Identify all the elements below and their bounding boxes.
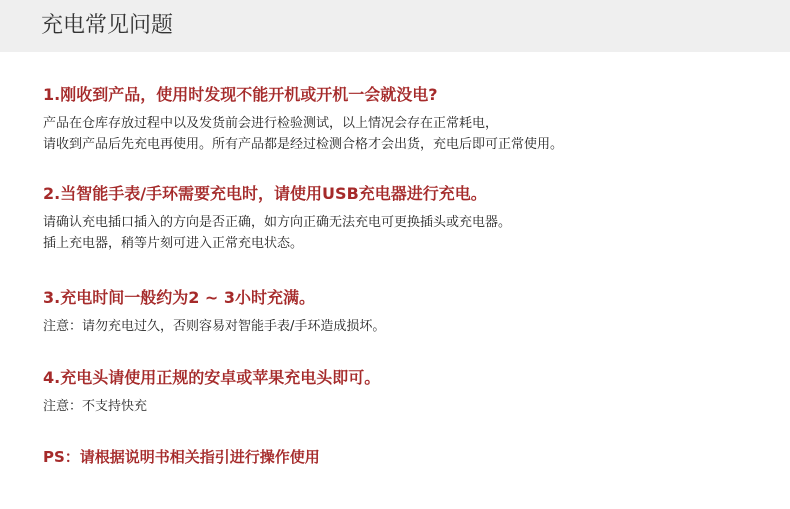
faq-question: 3.充电时间一般约为2 ~ 3小时充满。 — [43, 288, 316, 307]
faq-answer-line: 产品在仓库存放过程中以及发货前会进行检验测试，以上情况会存在正常耗电， — [43, 116, 499, 131]
faq-answer-line: 注意：请勿充电过久，否则容易对智能手表/手环造成损坏。 — [43, 319, 386, 334]
faq-answer — [43, 316, 763, 337]
faq-answer — [43, 212, 763, 254]
header-bar — [0, 0, 790, 52]
faq-answer-line: 请确认充电插口插入的方向是否正确，如方向正确无法充电可更换插头或充电器。 — [43, 215, 512, 230]
ps-note: PS：请根据说明书相关指引进行操作使用 — [43, 448, 320, 466]
faq-answer — [43, 113, 763, 155]
faq-item-2 — [43, 183, 763, 254]
faq-item-4 — [43, 367, 763, 417]
faq-answer-line: 插上充电器，稍等片刻可进入正常充电状态。 — [43, 236, 304, 251]
faq-item-1 — [43, 84, 763, 155]
faq-answer — [43, 396, 763, 417]
faq-question: 1.刚收到产品，使用时发现不能开机或开机一会就没电? — [43, 85, 438, 104]
faq-answer-line: 请收到产品后先充电再使用。所有产品都是经过检测合格才会出货，充电后即可正常使用。 — [43, 137, 564, 152]
faq-item-3 — [43, 287, 763, 337]
faq-question: 2.当智能手表/手环需要充电时，请使用USB充电器进行充电。 — [43, 184, 487, 203]
faq-question: 4.充电头请使用正规的安卓或苹果充电头即可。 — [43, 368, 381, 387]
page-title: 充电常见问题 — [41, 13, 174, 38]
faq-answer-line: 注意：不支持快充 — [43, 399, 148, 414]
